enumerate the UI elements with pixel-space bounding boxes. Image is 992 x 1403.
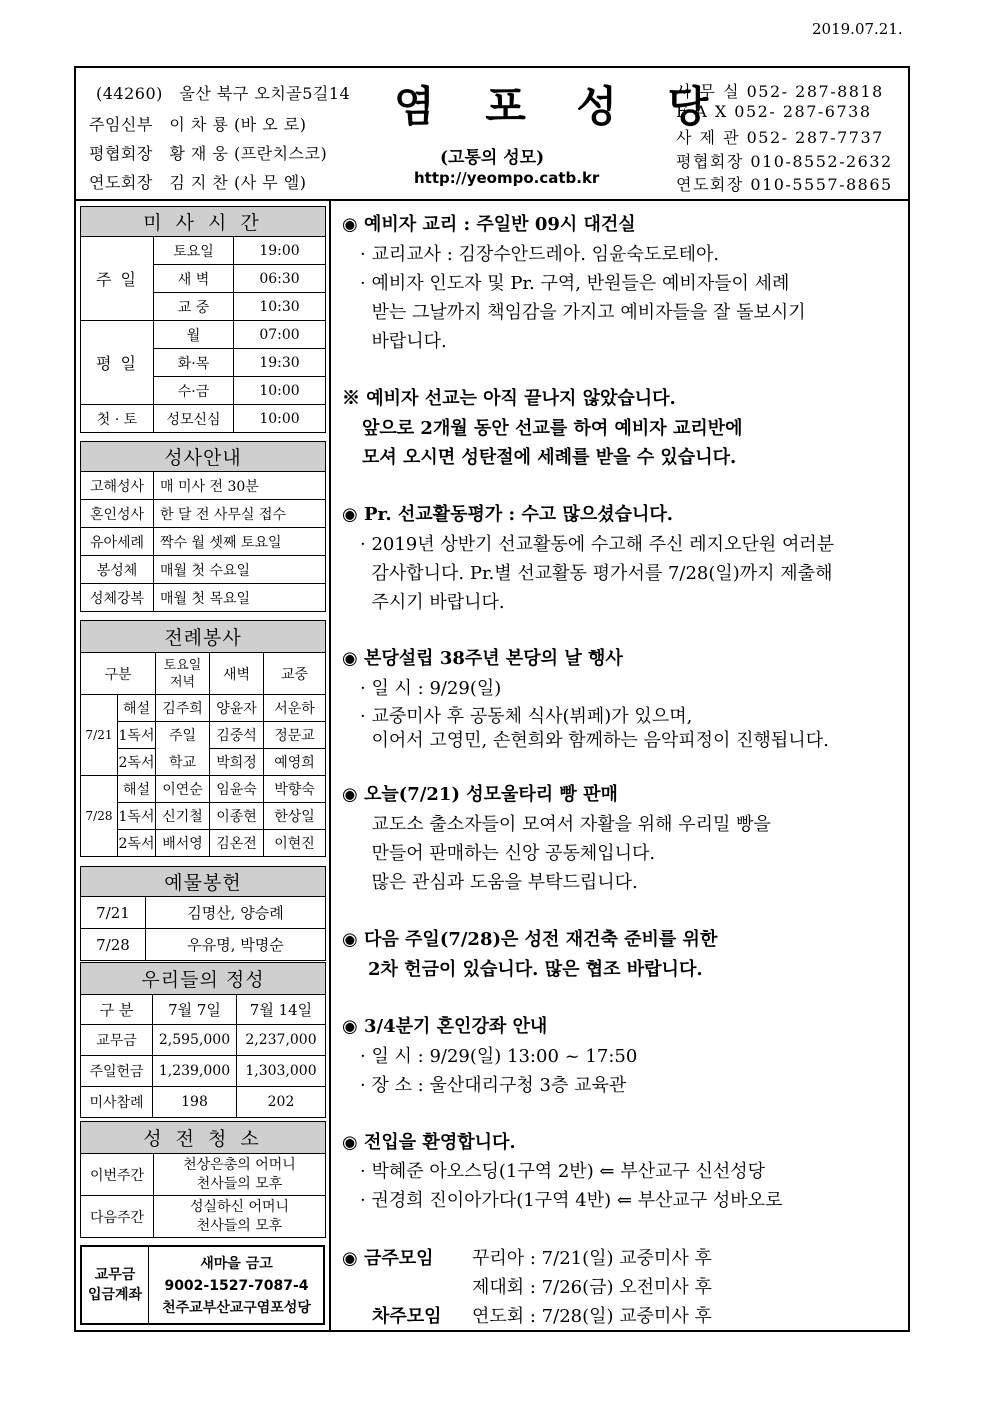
- mass-time: 19:00: [234, 237, 326, 265]
- notice-title: [342, 384, 676, 410]
- offering-table: [80, 866, 326, 961]
- offering-title: 예물봉헌: [81, 867, 326, 897]
- finance-title: 우리들의 정성: [81, 963, 326, 995]
- liturgy-role: 해설: [118, 695, 156, 722]
- notice-line: · 교중미사 후 공동체 식사(뷔페)가 있으며,: [360, 706, 693, 727]
- offering-date: 7/28: [81, 929, 146, 961]
- liturgy-date: 7/21: [81, 695, 118, 776]
- liturgy-role: 1독서: [118, 803, 156, 830]
- notice-title-text: 예비자 선교는 아직 끝나지 않았습니다.: [366, 388, 676, 409]
- mass-name: 성모신심: [154, 405, 234, 433]
- notice-line: 만들어 판매하는 신앙 공동체입니다.: [360, 843, 656, 864]
- cleaning-group: 성실하신 어머니: [189, 1198, 290, 1215]
- account-label: 교무금: [94, 1267, 136, 1283]
- sacrament-name: 고해성사: [81, 472, 154, 500]
- bullet: ◉: [342, 784, 358, 805]
- notice-title-text: 전입을 환영합니다.: [364, 1132, 516, 1153]
- notice-title-text: 다음 주일(7/28)은 성전 재건축 준비를 위한: [364, 929, 718, 950]
- mass-time: 10:00: [234, 377, 326, 405]
- mass-times-table: [80, 206, 326, 433]
- contact-office: 사 무 실 052- 287-8818: [676, 82, 884, 101]
- finance-value: 1,239,000: [153, 1056, 237, 1087]
- account-box: [80, 1245, 325, 1325]
- liturgy-person: 신기철: [156, 803, 210, 830]
- mass-name: 수·금: [154, 377, 234, 405]
- mass-time: 07:00: [234, 321, 326, 349]
- sacrament-name: 혼인성사: [81, 500, 154, 528]
- notice-line: 2차 헌금이 있습니다. 많은 협조 바랍니다.: [368, 959, 703, 980]
- finance-label: 주일헌금: [81, 1056, 153, 1087]
- liturgy-person: 한상일: [264, 803, 326, 830]
- sacrament-info: 매 미사 전 30분: [154, 472, 326, 500]
- sacrament-name: 봉성체: [81, 556, 154, 584]
- sacrament-info: 매월 첫 목요일: [154, 584, 326, 612]
- notice-line: · 교리교사 : 김장수안드레아. 임윤숙도로테아.: [360, 244, 720, 265]
- account-holder: 천주교부산교구염포성당: [162, 1300, 311, 1316]
- notice-line: · 박혜준 아오스딩(1구역 2반) ⇐ 부산교구 신선성당: [360, 1161, 766, 1182]
- notice-line: · 예비자 인도자 및 Pr. 구역, 반원들은 예비자들이 세례: [360, 273, 790, 294]
- parish-subtitle: (고통의 성모): [440, 148, 545, 168]
- weekday-label: 평 일: [81, 321, 154, 405]
- notice-title-text: 예비자 교리 : 주일반 09시 대건실: [364, 214, 636, 235]
- meeting-item: 제대회 : 7/26(금) 오전미사 후: [472, 1277, 712, 1298]
- notice-line: 교도소 출소자들이 모여서 자활을 위해 우리밀 빵을: [360, 814, 771, 835]
- liturgy-person: 양윤자: [210, 695, 264, 722]
- mass-time: 10:00: [234, 405, 326, 433]
- contact-fax: F A X 052- 287-6738: [676, 102, 872, 121]
- finance-value: 2,595,000: [153, 1025, 237, 1056]
- notice-line: · 2019년 상반기 선교활동에 수고해 주신 레지오단원 여러분: [360, 534, 835, 555]
- finance-header: 7월 14일: [237, 995, 326, 1025]
- sacraments-table: [80, 441, 326, 612]
- liturgy-role: 1독서: [118, 722, 156, 749]
- finance-value: 1,303,000: [237, 1056, 326, 1087]
- liturgy-table: [80, 620, 326, 857]
- sacrament-info: 매월 첫 수요일: [154, 556, 326, 584]
- bullet: ◉: [342, 1248, 358, 1269]
- council-president-line: 평협회장 황 재 웅 (프란치스코): [89, 144, 328, 163]
- cleaning-week: 이번주간: [81, 1154, 154, 1196]
- liturgy-person: 예영희: [264, 749, 326, 776]
- notice-title: [342, 644, 623, 670]
- cleaning-title: 성 전 청 소: [81, 1122, 326, 1154]
- notice-line: 모셔 오시면 성탄절에 세례를 받을 수 있습니다.: [362, 447, 737, 468]
- meeting-item: 연도회 : 7/28(일) 교중미사 후: [472, 1306, 712, 1327]
- liturgy-person: 김주희: [156, 695, 210, 722]
- contact-requiem: 연도회장 010-5557-8865: [676, 175, 893, 194]
- account-bank: 새마을 금고: [200, 1256, 273, 1272]
- liturgy-person: 정문교: [264, 722, 326, 749]
- sacrament-name: 성체강복: [81, 584, 154, 612]
- liturgy-header: 토요일 저녁: [156, 653, 210, 695]
- notice-title: [342, 500, 673, 526]
- mass-name: 월: [154, 321, 234, 349]
- meetings-label-text: 금주모임: [364, 1248, 434, 1269]
- requiem-president-line: 연도회장 김 지 찬 (사 무 엘): [89, 173, 307, 192]
- notice-title: [342, 925, 717, 951]
- liturgy-role: 2독서: [118, 830, 156, 857]
- notice-title: [342, 780, 618, 806]
- liturgy-person: 박향숙: [264, 776, 326, 803]
- finance-header: 7월 7일: [153, 995, 237, 1025]
- notice-line: · 권경희 진이아가다(1구역 4반) ⇐ 부산교구 성바오로: [360, 1190, 783, 1211]
- sacrament-info: 한 달 전 사무실 접수: [154, 500, 326, 528]
- notice-line: 많은 관심과 도움을 부탁드립니다.: [360, 872, 638, 893]
- bullet: ◉: [342, 1132, 358, 1153]
- first-saturday-label: 첫 · 토: [81, 405, 154, 433]
- notice-line: 이어서 고영민, 손현희와 함께하는 음악피정이 진행됩니다.: [360, 730, 829, 751]
- notice-line: 주시기 바랍니다.: [360, 592, 505, 613]
- sacrament-name: 유아세례: [81, 528, 154, 556]
- liturgy-person: 주일: [156, 722, 210, 749]
- finance-value: 2,237,000: [237, 1025, 326, 1056]
- finance-label: 교무금: [81, 1025, 153, 1056]
- notice-line: · 일 시 : 9/29(일): [360, 678, 502, 699]
- liturgy-person: 이종현: [210, 803, 264, 830]
- column-divider: [329, 199, 331, 1332]
- sacraments-title: 성사안내: [81, 442, 326, 472]
- cleaning-group: 천사들의 모후: [196, 1217, 283, 1234]
- contact-rectory: 사 제 관 052- 287-7737: [676, 128, 884, 147]
- notice-title-text: Pr. 선교활동평가 : 수고 많으셨습니다.: [364, 504, 674, 525]
- liturgy-role: 2독서: [118, 749, 156, 776]
- postal-address: (44260) 울산 북구 오치골5길14: [96, 84, 351, 103]
- cleaning-group: 천사들의 모후: [196, 1175, 283, 1192]
- notice-title: [342, 1128, 516, 1154]
- notice-title: [342, 1012, 547, 1038]
- header-divider: [74, 199, 910, 201]
- meetings-this-week-label: [342, 1244, 434, 1270]
- liturgy-person: 학교: [156, 749, 210, 776]
- finance-label: 미사참례: [81, 1087, 153, 1118]
- liturgy-header: 구분: [81, 653, 156, 695]
- notice-line: 감사합니다. Pr.별 선교활동 평가서를 7/28(일)까지 제출해: [360, 563, 833, 584]
- parish-url[interactable]: http://yeompo.catb.kr: [414, 169, 600, 187]
- notice-line: 앞으로 2개월 동안 선교를 하여 예비자 교리반에: [362, 418, 743, 439]
- liturgy-person: 김온전: [210, 830, 264, 857]
- bullet: ◉: [342, 929, 358, 950]
- notice-line: · 일 시 : 9/29(일) 13:00 ~ 17:50: [360, 1046, 638, 1067]
- notice-line: · 장 소 : 울산대리구청 3층 교육관: [360, 1075, 627, 1096]
- parish-title: 염 포 성 당: [394, 82, 727, 131]
- liturgy-header: 새벽: [210, 653, 264, 695]
- notice-title-text: 오늘(7/21) 성모울타리 빵 판매: [364, 784, 618, 805]
- liturgy-role: 해설: [118, 776, 156, 803]
- liturgy-person: 박희정: [210, 749, 264, 776]
- account-label: 입금계좌: [87, 1287, 143, 1303]
- notice-title-text: 본당설립 38주년 본당의 날 행사: [364, 648, 623, 669]
- bullet: ◉: [342, 1016, 358, 1037]
- account-number: 9002-1527-7087-4: [164, 1278, 309, 1294]
- liturgy-person: 이연순: [156, 776, 210, 803]
- bullet: ◉: [342, 648, 358, 669]
- bulletin-date: 2019.07.21.: [812, 20, 903, 38]
- liturgy-person: 김중석: [210, 722, 264, 749]
- offering-names: 김명산, 양승례: [146, 897, 326, 929]
- bullet: ※: [342, 388, 360, 409]
- liturgy-person: 배서영: [156, 830, 210, 857]
- cleaning-table: [80, 1121, 326, 1238]
- mass-name: 토요일: [154, 237, 234, 265]
- liturgy-date: 7/28: [81, 776, 118, 857]
- finance-value: 198: [153, 1087, 237, 1118]
- cleaning-week: 다음주간: [81, 1196, 154, 1238]
- cleaning-group: 천상은총의 어머니: [183, 1156, 296, 1173]
- offering-names: 우유명, 박명순: [146, 929, 326, 961]
- mass-name: 화·목: [154, 349, 234, 377]
- notice-title: [342, 210, 636, 236]
- finance-header: 구 분: [81, 995, 153, 1025]
- liturgy-title: 전례봉사: [81, 621, 326, 653]
- sacrament-info: 짝수 월 셋째 토요일: [154, 528, 326, 556]
- offering-date: 7/21: [81, 897, 146, 929]
- liturgy-person: 이현진: [264, 830, 326, 857]
- bullet: ◉: [342, 214, 358, 235]
- finance-table: [80, 962, 326, 1118]
- mass-name: 새 벽: [154, 265, 234, 293]
- liturgy-person: 서운하: [264, 695, 326, 722]
- mass-time: 19:30: [234, 349, 326, 377]
- liturgy-person: 임윤숙: [210, 776, 264, 803]
- mass-time: 10:30: [234, 293, 326, 321]
- sunday-label: 주 일: [81, 237, 154, 321]
- meeting-item: 꾸리아 : 7/21(일) 교중미사 후: [472, 1248, 712, 1269]
- mass-name: 교 중: [154, 293, 234, 321]
- mass-time: 06:30: [234, 265, 326, 293]
- notice-line: 바랍니다.: [360, 331, 447, 352]
- pastor-line: 주임신부 이 차 룡 (바 오 로): [89, 115, 307, 134]
- notice-title-text: 3/4분기 혼인강좌 안내: [364, 1016, 548, 1037]
- liturgy-header: 교중: [264, 653, 326, 695]
- bullet: ◉: [342, 504, 358, 525]
- notice-line: 받는 그날까지 책임감을 가지고 예비자들을 잘 돌보시기: [360, 302, 806, 323]
- meetings-next-week-label: 차주모임: [372, 1306, 442, 1327]
- mass-times-title: 미 사 시 간: [81, 207, 326, 237]
- contact-council: 평협회장 010-8552-2632: [676, 152, 893, 171]
- finance-value: 202: [237, 1087, 326, 1118]
